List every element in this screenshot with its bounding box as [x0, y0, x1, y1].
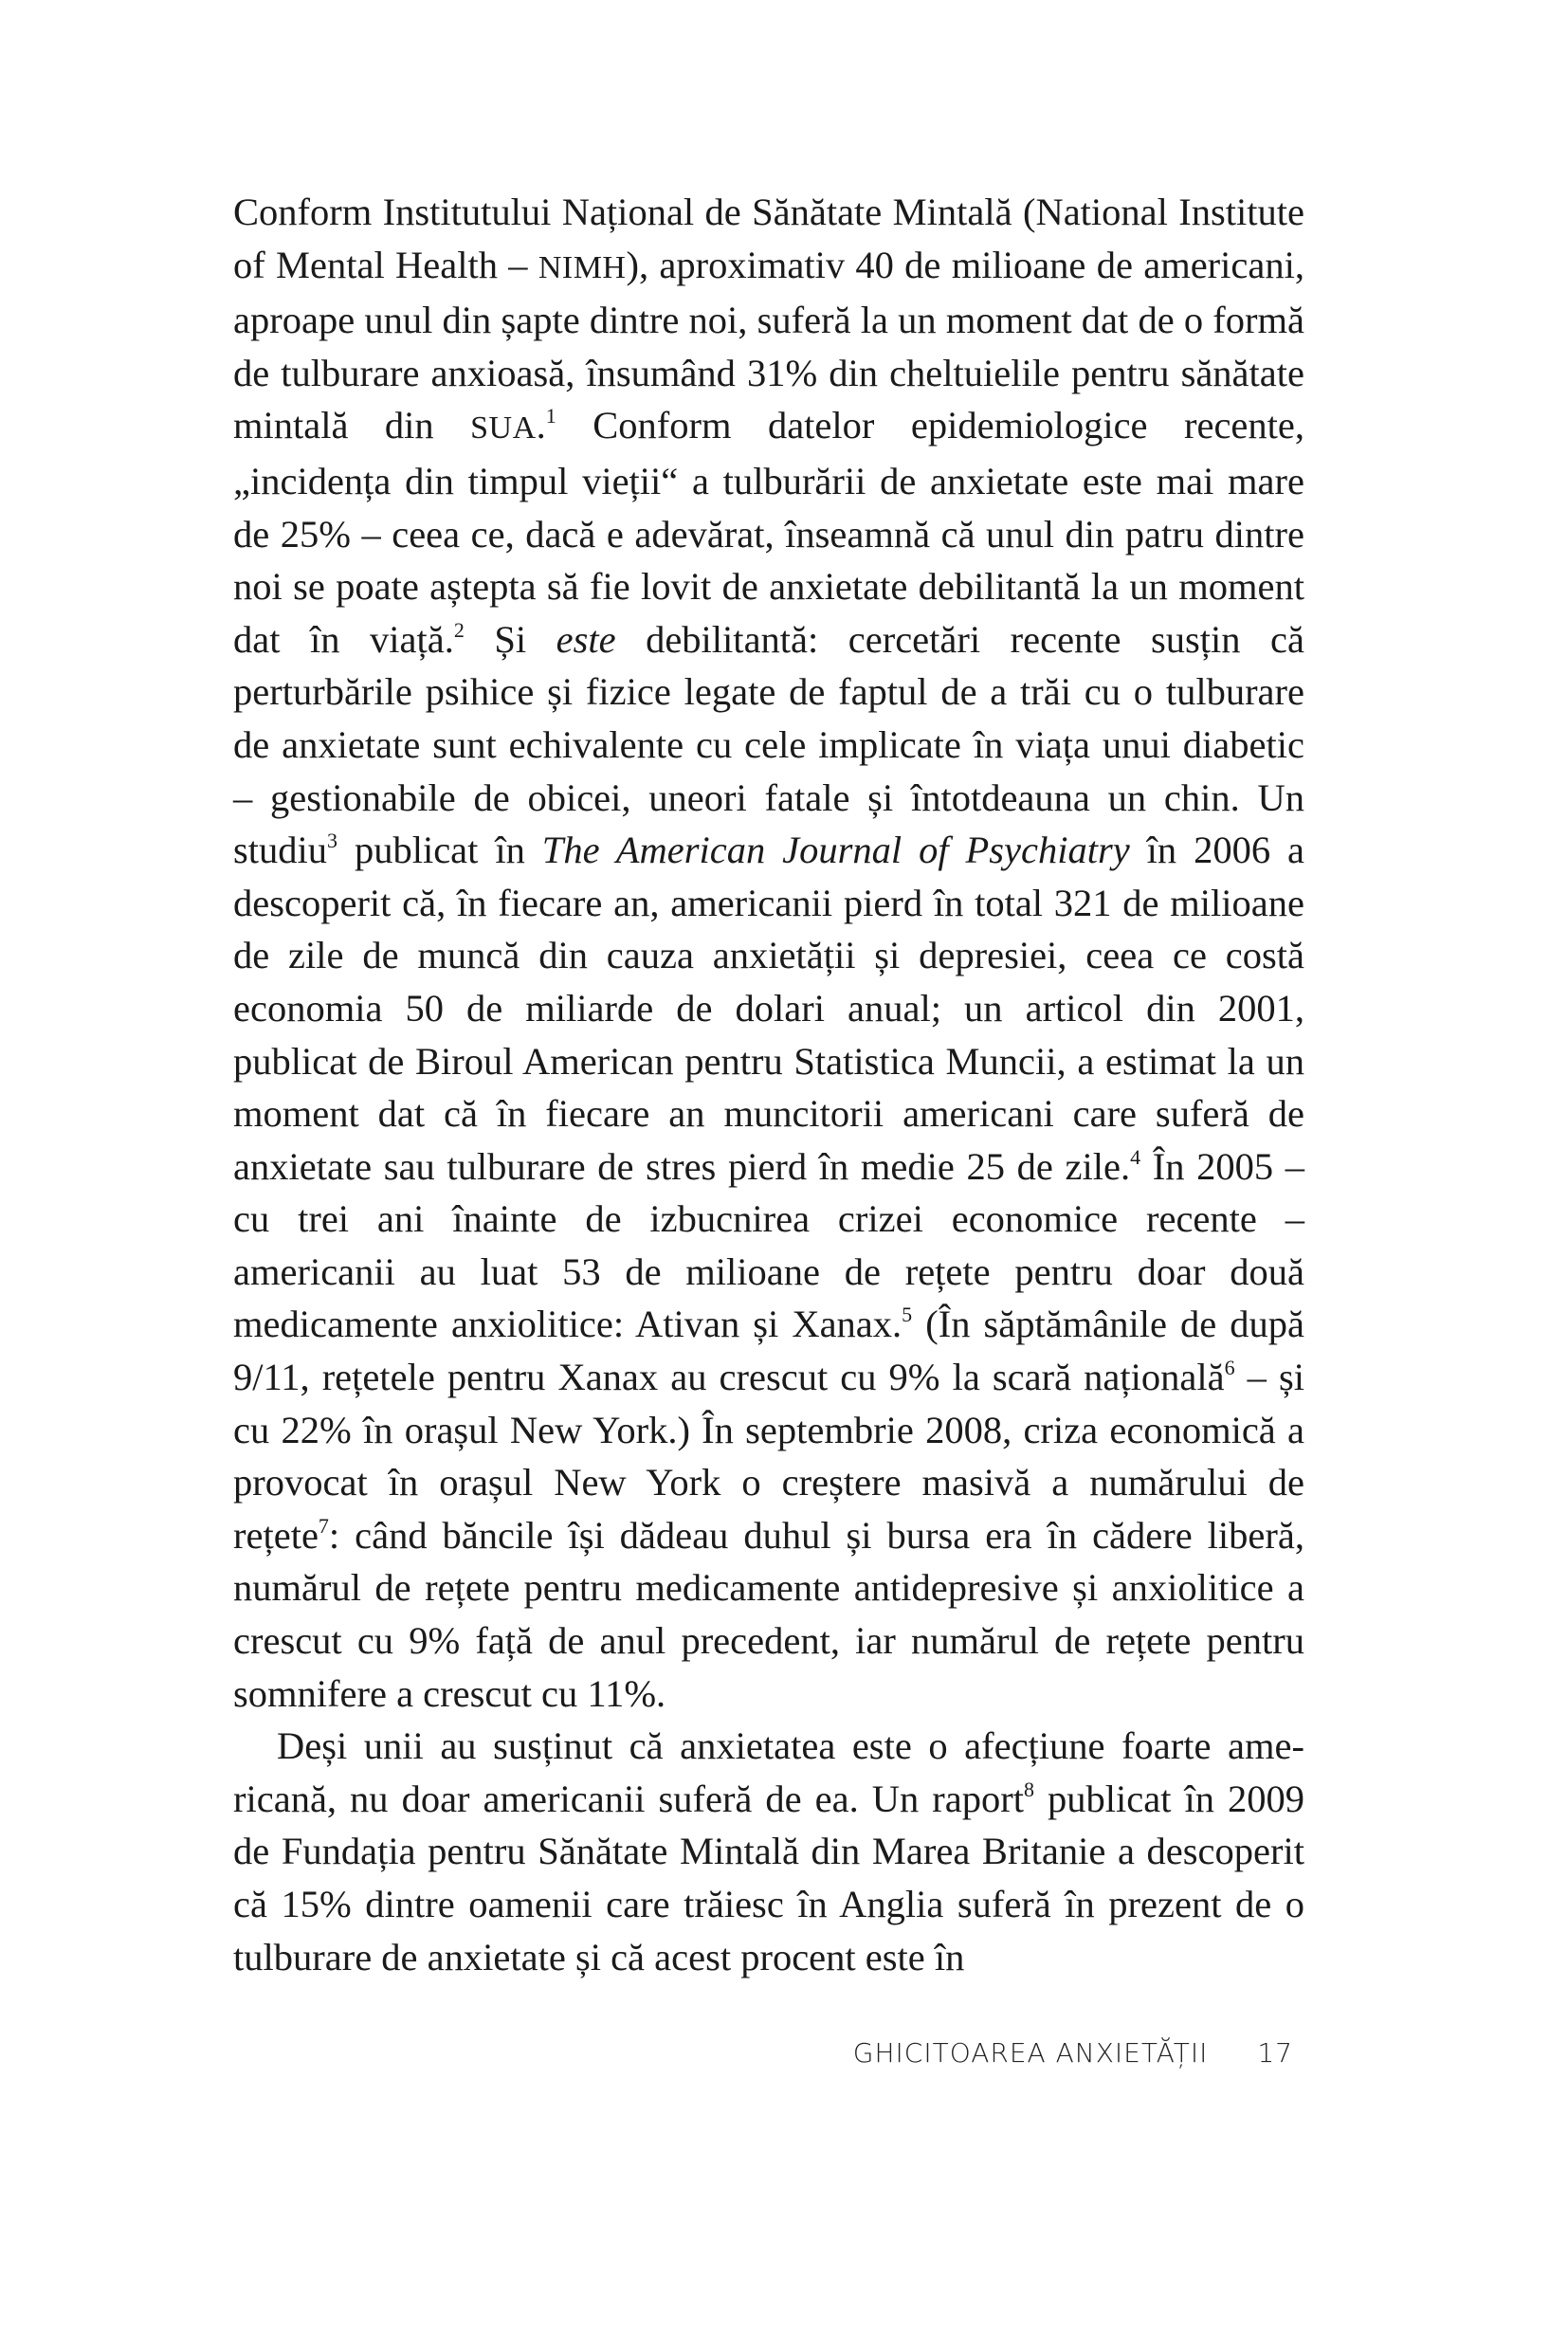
footnote-marker-6: 6	[1224, 1356, 1235, 1380]
footnote-marker-1: 1	[545, 404, 556, 428]
paragraph-2	[233, 1720, 1304, 1983]
footnote-marker-4: 4	[1130, 1144, 1141, 1169]
text-run: Și	[464, 617, 556, 661]
text-run: Deși unii au susținut că anxietatea este o afecțiune foarte americană, nu doar americanii suferă de ea. Un raport	[233, 1724, 1304, 1820]
abbreviation-nimh: NIMH	[538, 249, 627, 285]
emphasis-este: este	[556, 617, 616, 661]
text-run: publicat în 2009 de Fundația pentru Sănătate Mintală din Marea Britanie a descoperit că 15% dintre oamenii care trăiesc în Anglia suferă în prezent de o tulburare de anxietate și că acest procent este în	[233, 1777, 1304, 1978]
text-run: ), aproximativ 40 de milioane de americani, aproape unul din șapte dintre noi, suferă la un moment dat de o formă de tulburare anxioasă, însumând 31% din cheltuielile pentru sănătate mintală din	[233, 243, 1304, 447]
text-run: : când băncile își dădeau duhul și bursa era în cădere liberă, numărul de rețete pentru medicamente antidepresive și anxiolitice a crescut cu 9% față de anul precedent, iar numărul de rețete pentru somnifere a crescut cu 11%.	[233, 1513, 1304, 1715]
text-run: Conform Institutului Național de Sănătate Mintală (National Institute of Mental Health –	[233, 191, 1304, 286]
paragraph-1	[233, 186, 1304, 1720]
abbreviation-sua: SUA	[470, 410, 537, 447]
text-run: publicat în	[337, 829, 542, 872]
running-footer	[853, 2037, 1293, 2069]
page-number: 17	[1257, 2037, 1293, 2069]
body-text	[233, 186, 1304, 1983]
footnote-marker-8: 8	[1023, 1777, 1034, 1801]
text-run: În 2005 – cu trei ani înainte de izbucnirea crizei economice recente – americanii au luat 53 de milioane de rețete pentru doar două medicamente anxiolitice: Ativan și Xanax.	[233, 1144, 1304, 1346]
text-run: în 2006 a descoperit că, în fiecare an, americanii pierd în total 321 de milioane de zile de muncă din cauza anxietății și depresiei, ceea ce costă economia 50 de miliarde de dolari anual; un articol din 2001, publicat de Biroul American pentru Statistica Muncii, a estimat la un moment dat că în fiecare an muncitorii americani care suferă de anxietate sau tulburare de stres pierd în medie 25 de zile.	[233, 829, 1304, 1188]
text-run: debilitantă: cercetări recente susțin că perturbările psihice și fizice legate de faptul de a trăi cu o tulburare de anxietate sunt echivalente cu cele implicate în viața unui diabetic – gestionabile de obicei, uneori fatale și întotdeauna un chin. Un studiu	[233, 617, 1305, 872]
footnote-marker-2: 2	[453, 617, 465, 642]
footnote-marker-7: 7	[318, 1513, 329, 1538]
text-run: (În săptămânile de după 9/11, rețetele pentru Xanax au crescut cu 9% la scară națională	[233, 1303, 1304, 1399]
running-title: GHICITOAREA ANXIETĂȚII	[852, 2037, 1209, 2069]
text-run: Conform datelor epidemiologice recente, „incidența din timpul vieții“ a tulburării de anxietate este mai mare de 25% – ceea ce, dacă e adevărat, înseamnă că unul din patru dintre noi se poate aștepta să fie lovit de anxietate debilitantă la un moment dat în viață.	[233, 404, 1304, 661]
journal-title: The American Journal of Psychiatry	[541, 829, 1130, 872]
footnote-marker-5: 5	[902, 1303, 913, 1327]
footnote-marker-3: 3	[327, 829, 338, 853]
text-run: .	[536, 404, 546, 447]
text-run: – și cu 22% în orașul New York.) În septembrie 2008, criza economică a provocat în orașul New York o creștere masivă a numărului de rețete	[233, 1356, 1304, 1557]
